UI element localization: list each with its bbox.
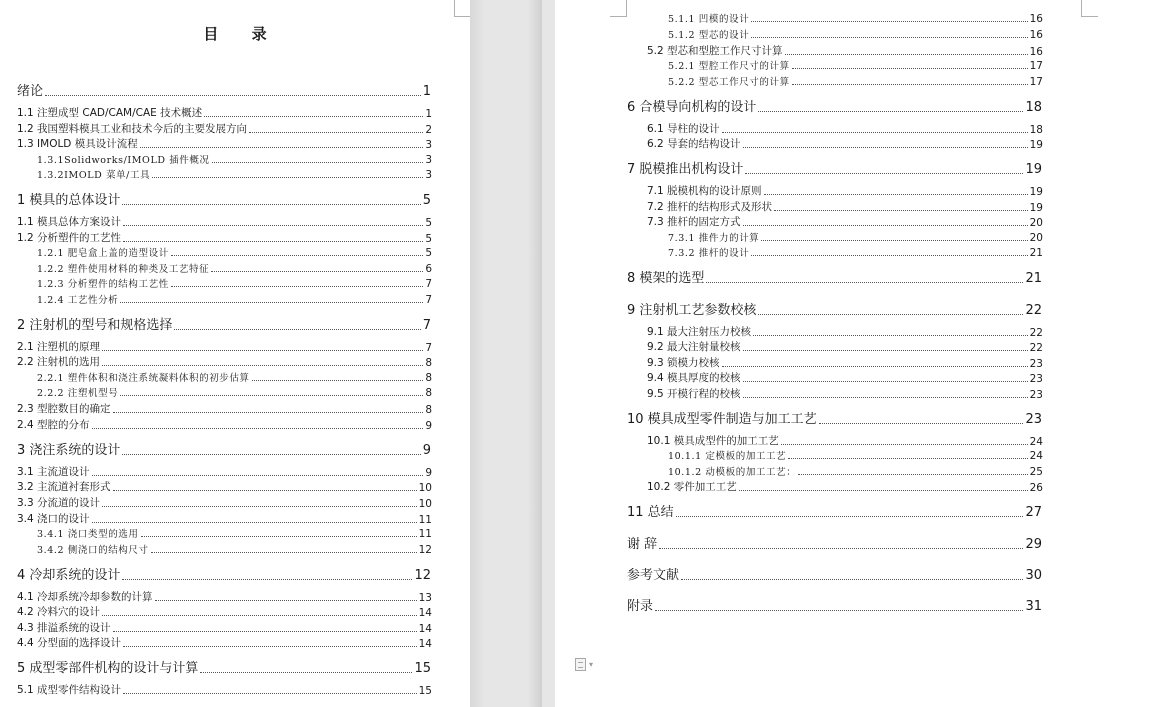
paste-options-icon[interactable] <box>575 657 603 671</box>
toc-dot-leader <box>774 210 1028 211</box>
toc-entry[interactable] <box>17 682 432 697</box>
toc-entry[interactable] <box>37 542 432 556</box>
toc-entry-title: 7.3 推杆的固定方式 <box>647 216 741 228</box>
toc-dot-leader <box>141 536 417 537</box>
toc-entry-title: 1.2.3 分析塑件的结构工艺性 <box>37 279 169 290</box>
toc-entry[interactable] <box>647 386 1043 401</box>
toc-entry[interactable] <box>17 80 431 99</box>
toc-entry-page-number: 15 <box>414 661 431 676</box>
toc-entry[interactable] <box>17 401 432 416</box>
toc-entry-page-number: 29 <box>1025 537 1042 552</box>
toc-entry-title: 7.1 脱模机构的设计原则 <box>647 185 762 197</box>
toc-dot-leader <box>123 225 423 226</box>
toc-dot-leader <box>120 302 423 303</box>
toc-entry[interactable] <box>647 136 1043 151</box>
toc-entry[interactable] <box>37 370 432 384</box>
toc-entry[interactable] <box>17 439 431 458</box>
toc-entry-title: 2.4 型腔的分布 <box>17 419 90 431</box>
toc-dot-leader <box>676 516 1024 517</box>
document-page-right <box>555 0 1159 707</box>
toc-entry-page-number: 19 <box>1025 162 1042 177</box>
toc-entry-title: 1.2.1 肥皂盒上盖的造型设计 <box>37 248 169 259</box>
toc-entry-page-number: 15 <box>418 685 432 697</box>
toc-dot-leader <box>45 95 421 96</box>
toc-entry-page-number: 12 <box>414 568 431 583</box>
toc-entry-title: 谢 辞 <box>627 537 658 552</box>
toc-entry[interactable] <box>17 464 432 479</box>
toc-entry-title: 附录 <box>627 599 654 614</box>
toc-entry-page-number: 11 <box>418 528 432 540</box>
toc-dot-leader <box>792 84 1028 85</box>
toc-dot-leader <box>743 397 1028 398</box>
toc-entry-page-number: 22 <box>1029 327 1043 339</box>
toc-entry-title: 4.3 排溢系统的设计 <box>17 622 111 634</box>
toc-dot-leader <box>249 132 423 133</box>
toc-title: 目 录 <box>203 25 281 43</box>
toc-entry[interactable] <box>647 214 1043 229</box>
toc-entry-title: 5.2.2 型芯工作尺寸的计算 <box>668 77 790 88</box>
toc-entry-page-number: 22 <box>1029 342 1043 354</box>
toc-entry-title: 9.3 锁模力校核 <box>647 357 720 369</box>
toc-entry-page-number: 5 <box>425 247 432 259</box>
toc-entry-title: 8 模架的选型 <box>627 271 705 286</box>
toc-entry-title: 1.3.2IMOLD 菜单/工具 <box>37 170 151 181</box>
toc-entry[interactable] <box>668 58 1043 72</box>
toc-entry-title: 4.4 分型面的选择设计 <box>17 637 122 649</box>
toc-entry-title: 2.1 注塑机的原理 <box>17 341 101 353</box>
toc-entry-title: 2 注射机的型号和规格选择 <box>17 318 173 333</box>
toc-entry-title: 3.4 浇口的设计 <box>17 513 90 525</box>
toc-entry-title: 9.4 模具厚度的校核 <box>647 372 741 384</box>
toc-entry[interactable] <box>17 495 432 510</box>
toc-dot-leader <box>140 147 424 148</box>
toc-entry-page-number: 20 <box>1029 232 1043 244</box>
toc-entry[interactable] <box>17 354 432 369</box>
toc-dot-leader <box>743 147 1028 148</box>
toc-entry-title: 2.2.2 注塑机型号 <box>37 388 119 399</box>
toc-entry[interactable] <box>627 533 1042 552</box>
toc-entry-page-number: 23 <box>1029 358 1043 370</box>
toc-entry-title: 5 成型零部件机构的设计与计算 <box>17 661 199 676</box>
toc-dot-leader <box>785 54 1028 55</box>
toc-dot-leader <box>113 490 417 491</box>
toc-entry[interactable] <box>647 433 1043 448</box>
toc-entry-title: 9.5 开模行程的校核 <box>647 388 741 400</box>
toc-entry[interactable] <box>647 199 1043 214</box>
toc-entry-page-number: 18 <box>1029 124 1043 136</box>
toc-entry-title: 5.2.1 型腔工作尺寸的计算 <box>668 61 790 72</box>
toc-entry-page-number: 30 <box>1025 568 1042 583</box>
toc-entry[interactable] <box>17 511 432 526</box>
toc-entry-title: 1 模具的总体设计 <box>17 193 121 208</box>
toc-entry-page-number: 17 <box>1029 60 1043 72</box>
toc-entry[interactable] <box>17 620 432 635</box>
toc-entry-page-number: 11 <box>418 514 432 526</box>
toc-dot-leader <box>171 255 424 256</box>
toc-dot-leader <box>706 282 1023 283</box>
toc-entry-title: 3.2 主流道衬套形式 <box>17 481 111 493</box>
toc-dot-leader <box>120 395 423 396</box>
toc-entry-page-number: 8 <box>425 372 432 384</box>
toc-entry[interactable] <box>668 245 1043 259</box>
toc-dot-leader <box>102 506 417 507</box>
toc-entry-title: 1.1 模具总体方案设计 <box>17 216 122 228</box>
toc-entry-title: 10.1.1 定模板的加工工艺 <box>668 451 787 462</box>
toc-entry[interactable] <box>17 635 432 650</box>
toc-dot-leader <box>751 255 1027 256</box>
toc-dot-leader <box>788 458 1027 459</box>
toc-entry[interactable] <box>17 136 432 151</box>
toc-entry-page-number: 25 <box>1029 466 1043 478</box>
dropdown-arrow-icon: ▾ <box>589 659 594 669</box>
toc-entry[interactable] <box>37 245 432 259</box>
toc-entry-page-number: 10 <box>418 482 432 494</box>
toc-dot-leader <box>743 350 1028 351</box>
toc-entry-page-number: 18 <box>1025 100 1042 115</box>
toc-entry[interactable] <box>37 276 432 290</box>
toc-dot-leader <box>722 132 1028 133</box>
toc-entry[interactable] <box>647 183 1043 198</box>
document-page-left <box>0 0 470 707</box>
toc-dot-leader <box>745 173 1023 174</box>
toc-entry-page-number: 5 <box>425 233 432 245</box>
toc-entry[interactable] <box>17 657 431 676</box>
toc-entry[interactable] <box>37 292 432 306</box>
toc-entry-page-number: 7 <box>425 294 432 306</box>
toc-dot-leader <box>152 177 423 178</box>
toc-dot-leader <box>792 68 1028 69</box>
toc-dot-leader <box>174 329 420 330</box>
toc-entry-title: 3.4.1 浇口类型的选用 <box>37 529 139 540</box>
toc-dot-leader <box>751 21 1027 22</box>
toc-dot-leader <box>92 428 424 429</box>
toc-dot-leader <box>92 522 417 523</box>
toc-entry[interactable] <box>627 96 1042 115</box>
toc-entry-page-number: 8 <box>425 404 432 416</box>
toc-dot-leader <box>252 380 424 381</box>
toc-entry-page-number: 6 <box>425 263 432 275</box>
toc-entry-title: 1.2 分析塑件的工艺性 <box>17 232 122 244</box>
toc-dot-leader <box>200 672 412 673</box>
toc-dot-leader <box>743 225 1028 226</box>
toc-entry-title: 1.2.4 工艺性分析 <box>37 295 119 306</box>
toc-dot-leader <box>753 335 1028 336</box>
toc-entry-title: 3.1 主流道设计 <box>17 466 90 478</box>
toc-entry-title: 3.4.2 侧浇口的结构尺寸 <box>37 545 149 556</box>
toc-dot-leader <box>151 552 417 553</box>
toc-dot-leader <box>92 475 424 476</box>
toc-entry[interactable] <box>627 501 1042 520</box>
toc-entry-page-number: 9 <box>425 467 432 479</box>
toc-entry[interactable] <box>668 448 1043 462</box>
toc-entry-title: 2.3 型腔数目的确定 <box>17 403 111 415</box>
toc-entry[interactable] <box>37 167 432 181</box>
toc-entry[interactable] <box>647 479 1043 494</box>
toc-entry-title: 7.3.1 推件力的计算 <box>668 233 760 244</box>
toc-entry[interactable] <box>17 564 431 583</box>
toc-entry[interactable] <box>668 11 1043 25</box>
toc-dot-leader <box>781 444 1028 445</box>
toc-dot-leader <box>743 381 1028 382</box>
toc-entry[interactable] <box>647 121 1043 136</box>
toc-dot-leader <box>722 366 1028 367</box>
toc-entry-page-number: 14 <box>418 638 432 650</box>
toc-dot-leader <box>211 271 423 272</box>
toc-entry-title: 9.1 最大注射压力校核 <box>647 326 752 338</box>
toc-dot-leader <box>102 365 423 366</box>
toc-entry-page-number: 20 <box>1029 217 1043 229</box>
toc-entry-page-number: 21 <box>1029 247 1043 259</box>
crop-mark <box>1081 0 1098 17</box>
toc-dot-leader <box>123 646 417 647</box>
toc-entry-title: 1.3 IMOLD 模具设计流程 <box>17 138 138 150</box>
toc-dot-leader <box>122 579 412 580</box>
toc-entry-title: 6.2 导套的结构设计 <box>647 138 741 150</box>
toc-entry[interactable] <box>668 230 1043 244</box>
toc-dot-leader <box>212 162 424 163</box>
toc-entry-page-number: 23 <box>1029 389 1043 401</box>
toc-entry-title: 4.2 冷料穴的设计 <box>17 606 101 618</box>
toc-entry-title: 10 模具成型零件制造与加工工艺 <box>627 412 817 427</box>
toc-entry[interactable] <box>627 595 1042 614</box>
toc-dot-leader <box>798 474 1027 475</box>
toc-entry-title: 6 合模导向机构的设计 <box>627 100 757 115</box>
toc-entry[interactable] <box>37 152 432 166</box>
toc-entry-page-number: 22 <box>1025 303 1042 318</box>
toc-entry-page-number: 27 <box>1025 505 1042 520</box>
toc-entry-title: 10.1 模具成型件的加工工艺 <box>647 435 779 447</box>
toc-entry-page-number: 31 <box>1025 599 1042 614</box>
toc-entry-page-number: 23 <box>1025 412 1042 427</box>
toc-entry-page-number: 9 <box>425 420 432 432</box>
toc-entry[interactable] <box>17 230 432 245</box>
toc-dot-leader <box>758 111 1023 112</box>
toc-entry[interactable] <box>627 158 1042 177</box>
toc-entry-page-number: 12 <box>418 544 432 556</box>
toc-entry-page-number: 10 <box>418 498 432 510</box>
toc-dot-leader <box>102 615 417 616</box>
toc-entry-title: 1.2 我国塑料模具工业和技术今后的主要发展方向 <box>17 123 248 135</box>
toc-entry-page-number: 8 <box>425 357 432 369</box>
toc-entry[interactable] <box>647 339 1043 354</box>
toc-entry-title: 11 总结 <box>627 505 674 520</box>
toc-entry-title: 3.3 分流道的设计 <box>17 497 101 509</box>
toc-entry-title: 10.1.2 动模板的加工工艺： <box>668 467 797 478</box>
toc-entry-page-number: 23 <box>1029 373 1043 385</box>
toc-dot-leader <box>113 412 424 413</box>
toc-dot-leader <box>171 286 424 287</box>
toc-entry-title: 绪论 <box>17 84 44 99</box>
toc-entry-page-number: 7 <box>425 342 432 354</box>
toc-entry-page-number: 13 <box>418 592 432 604</box>
toc-entry-title: 6.1 导柱的设计 <box>647 123 720 135</box>
toc-entry-title: 9 注射机工艺参数校核 <box>627 303 757 318</box>
toc-dot-leader <box>102 350 423 351</box>
toc-entry-page-number: 3 <box>425 139 432 151</box>
toc-entry[interactable] <box>627 267 1042 286</box>
toc-entry-page-number: 3 <box>425 169 432 181</box>
toc-dot-leader <box>123 693 417 694</box>
toc-entry[interactable] <box>17 479 432 494</box>
toc-entry-page-number: 21 <box>1025 271 1042 286</box>
toc-entry-page-number: 7 <box>425 278 432 290</box>
toc-dot-leader <box>681 579 1023 580</box>
toc-entry-title: 4.1 冷却系统冷却参数的计算 <box>17 591 153 603</box>
toc-dot-leader <box>122 204 420 205</box>
toc-entry[interactable] <box>668 464 1043 478</box>
toc-entry-page-number: 19 <box>1029 186 1043 198</box>
toc-entry-page-number: 14 <box>418 623 432 635</box>
toc-entry-page-number: 1 <box>425 108 432 120</box>
toc-entry-title: 3 浇注系统的设计 <box>17 443 121 458</box>
toc-entry[interactable] <box>647 43 1043 58</box>
toc-entry-title: 1.1 注塑成型 CAD/CAM/CAE 技术概述 <box>17 107 203 119</box>
toc-entry[interactable] <box>17 105 432 120</box>
toc-entry[interactable] <box>17 339 432 354</box>
toc-entry-title: 5.1.1 凹模的设计 <box>668 14 750 25</box>
toc-entry-page-number: 16 <box>1029 13 1043 25</box>
toc-dot-leader <box>113 631 417 632</box>
toc-entry-page-number: 24 <box>1029 436 1043 448</box>
toc-dot-leader <box>764 194 1028 195</box>
toc-entry-page-number: 9 <box>422 443 431 458</box>
toc-entry-title: 参考文献 <box>627 568 680 583</box>
toc-entry-page-number: 19 <box>1029 202 1043 214</box>
crop-mark <box>610 0 627 17</box>
crop-mark <box>454 0 470 17</box>
toc-dot-leader <box>739 490 1028 491</box>
toc-dot-leader <box>751 37 1027 38</box>
toc-dot-leader <box>758 314 1023 315</box>
toc-entry-title: 4 冷却系统的设计 <box>17 568 121 583</box>
toc-entry-title: 5.1.2 型芯的设计 <box>668 30 750 41</box>
toc-entry[interactable] <box>627 408 1042 427</box>
toc-entry-title: 9.2 最大注射量校核 <box>647 341 741 353</box>
toc-entry-title: 1.3.1Solidworks/IMOLD 插件概况 <box>37 155 210 166</box>
toc-entry[interactable] <box>17 417 432 432</box>
toc-entry[interactable] <box>627 564 1042 583</box>
toc-dot-leader <box>761 240 1027 241</box>
toc-entry[interactable] <box>647 370 1043 385</box>
toc-dot-leader <box>155 600 417 601</box>
toc-entry-page-number: 16 <box>1029 46 1043 58</box>
page-gutter <box>470 0 555 707</box>
toc-entry[interactable] <box>17 604 432 619</box>
toc-dot-leader <box>659 548 1023 549</box>
toc-entry-title: 7.3.2 推杆的设计 <box>668 248 750 259</box>
toc-entry-page-number: 8 <box>425 387 432 399</box>
toc-entry-title: 2.2.1 塑件体积和浇注系统凝料体积的初步估算 <box>37 373 250 384</box>
toc-entry-page-number: 3 <box>425 154 432 166</box>
toc-entry-title: 7 脱模推出机构设计 <box>627 162 744 177</box>
toc-entry[interactable] <box>647 355 1043 370</box>
toc-entry[interactable] <box>17 121 432 136</box>
toc-dot-leader <box>123 241 423 242</box>
toc-entry-title: 10.2 零件加工工艺 <box>647 481 737 493</box>
toc-entry-page-number: 26 <box>1029 482 1043 494</box>
toc-entry[interactable] <box>17 589 432 604</box>
toc-entry[interactable] <box>17 314 431 333</box>
toc-entry-page-number: 5 <box>425 217 432 229</box>
toc-entry-title: 1.2.2 塑件使用材料的种类及工艺特征 <box>37 264 210 275</box>
toc-dot-leader <box>204 116 423 117</box>
toc-entry[interactable] <box>668 74 1043 88</box>
toc-entry[interactable] <box>17 214 432 229</box>
toc-entry-page-number: 1 <box>422 84 431 99</box>
toc-dot-leader <box>819 423 1024 424</box>
toc-dot-leader <box>122 454 420 455</box>
toc-entry-title: 5.1 成型零件结构设计 <box>17 684 122 696</box>
toc-entry-page-number: 7 <box>422 318 431 333</box>
toc-entry[interactable] <box>647 324 1043 339</box>
toc-entry-page-number: 2 <box>425 124 432 136</box>
document-icon <box>575 658 586 671</box>
toc-entry[interactable] <box>37 526 432 540</box>
toc-entry[interactable] <box>627 299 1042 318</box>
toc-entry-page-number: 5 <box>422 193 431 208</box>
toc-entry-title: 5.2 型芯和型腔工作尺寸计算 <box>647 45 783 57</box>
toc-entry-title: 2.2 注射机的选用 <box>17 356 101 368</box>
toc-entry[interactable] <box>37 261 432 275</box>
toc-entry-page-number: 16 <box>1029 29 1043 41</box>
toc-entry-page-number: 14 <box>418 607 432 619</box>
toc-entry[interactable] <box>37 385 432 399</box>
toc-dot-leader <box>655 610 1023 611</box>
toc-entry-title: 7.2 推杆的结构形式及形状 <box>647 201 773 213</box>
toc-entry-page-number: 24 <box>1029 450 1043 462</box>
toc-entry-page-number: 17 <box>1029 76 1043 88</box>
toc-entry[interactable] <box>668 27 1043 41</box>
toc-entry[interactable] <box>17 189 431 208</box>
toc-entry-page-number: 19 <box>1029 139 1043 151</box>
